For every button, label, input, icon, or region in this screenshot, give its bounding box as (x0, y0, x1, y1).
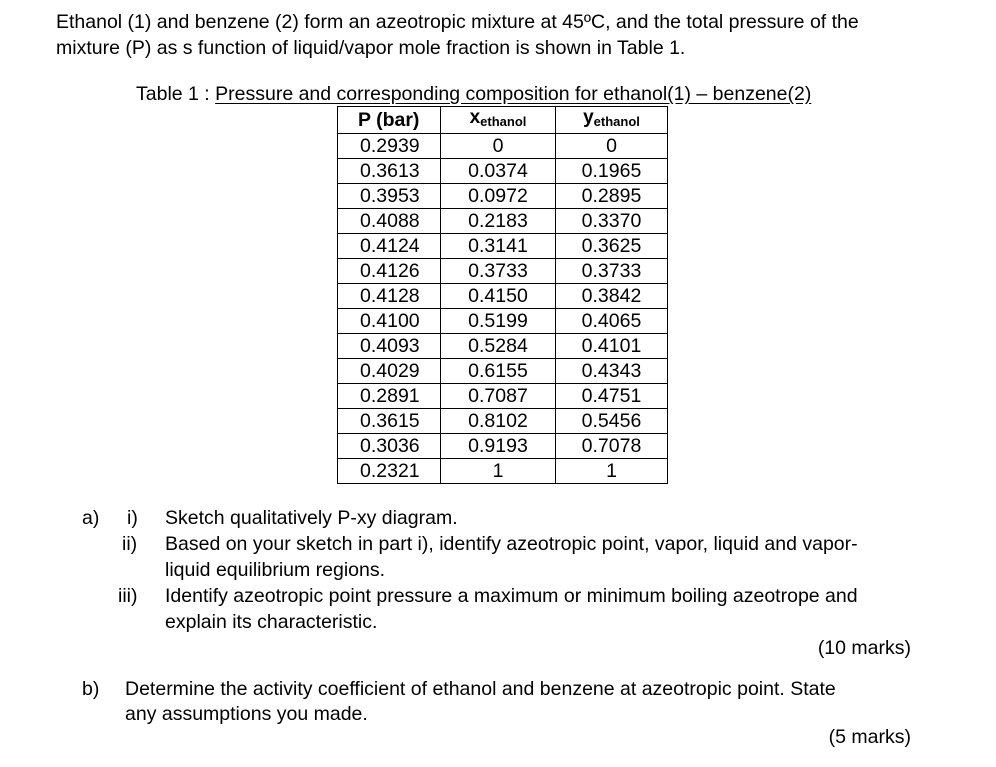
cell-pressure: 0.3615 (338, 409, 441, 434)
cell-pressure: 0.4128 (338, 284, 441, 309)
cell-pressure: 0.4029 (338, 359, 441, 384)
cell-y-ethanol: 0.1965 (556, 159, 668, 184)
cell-y-ethanol: 0.4101 (556, 334, 668, 359)
cell-x-ethanol: 1 (441, 459, 556, 484)
cell-pressure: 0.2939 (338, 134, 441, 159)
question-b-label: b) (82, 678, 100, 700)
table-body (338, 134, 668, 484)
cell-pressure: 0.4100 (338, 309, 441, 334)
cell-x-ethanol: 0.5284 (441, 334, 556, 359)
question-a-label: a) (82, 507, 100, 529)
header-x-ethanol (441, 107, 556, 134)
cell-x-ethanol: 0.0374 (441, 159, 556, 184)
data-table (337, 106, 668, 484)
cell-pressure: 0.2891 (338, 384, 441, 409)
header-x-sub: ethanol (480, 114, 527, 129)
question-a-marks: (10 marks) (817, 637, 911, 659)
cell-y-ethanol: 0.3370 (556, 209, 668, 234)
cell-y-ethanol: 0.4751 (556, 384, 668, 409)
table-row (338, 334, 668, 359)
question-a-ii-line-2: liquid equilibrium regions. (165, 559, 386, 581)
table-row (338, 134, 668, 159)
cell-x-ethanol: 0.6155 (441, 359, 556, 384)
cell-x-ethanol: 0 (441, 134, 556, 159)
table-row (338, 159, 668, 184)
table-row (338, 434, 668, 459)
cell-x-ethanol: 0.3733 (441, 259, 556, 284)
table-row (338, 284, 668, 309)
cell-y-ethanol: 0.4065 (556, 309, 668, 334)
cell-y-ethanol: 0.7078 (556, 434, 668, 459)
question-a-i-label: i) (127, 507, 138, 529)
header-y-ethanol (556, 107, 668, 134)
cell-pressure: 0.3953 (338, 184, 441, 209)
cell-pressure: 0.2321 (338, 459, 441, 484)
cell-y-ethanol: 0.2895 (556, 184, 668, 209)
table-row (338, 259, 668, 284)
cell-pressure: 0.4124 (338, 234, 441, 259)
cell-x-ethanol: 0.5199 (441, 309, 556, 334)
table-row (338, 409, 668, 434)
table-caption-text: Pressure and corresponding composition for ethanol(1) – benzene(2) (215, 83, 812, 105)
question-b-line-1: Determine the activity coefficient of ethanol and benzene at azeotropic point. State (125, 678, 836, 700)
cell-pressure: 0.3613 (338, 159, 441, 184)
cell-x-ethanol: 0.9193 (441, 434, 556, 459)
question-b-marks: (5 marks) (828, 726, 911, 748)
header-x-main: x (469, 107, 481, 128)
cell-y-ethanol: 0.3842 (556, 284, 668, 309)
question-a-ii-label: ii) (122, 533, 138, 555)
cell-pressure: 0.4093 (338, 334, 441, 359)
table-row (338, 459, 668, 484)
cell-y-ethanol: 1 (556, 459, 668, 484)
cell-y-ethanol: 0.3625 (556, 234, 668, 259)
cell-pressure: 0.4088 (338, 209, 441, 234)
table-caption-label: Table 1 : (136, 83, 210, 105)
table-caption (136, 82, 811, 106)
question-a-ii-line-1: Based on your sketch in part i), identify azeotropic point, vapor, liquid and vapor- (165, 533, 858, 555)
cell-pressure: 0.3036 (338, 434, 441, 459)
cell-x-ethanol: 0.4150 (441, 284, 556, 309)
cell-x-ethanol: 0.0972 (441, 184, 556, 209)
intro-paragraph (56, 9, 859, 61)
cell-y-ethanol: 0.4343 (556, 359, 668, 384)
table-row (338, 209, 668, 234)
cell-x-ethanol: 0.3141 (441, 234, 556, 259)
cell-y-ethanol: 0.3733 (556, 259, 668, 284)
cell-y-ethanol: 0.5456 (556, 409, 668, 434)
intro-line-2: mixture (P) as s function of liquid/vapor mole fraction is shown in Table 1. (56, 37, 686, 59)
table-row (338, 359, 668, 384)
cell-y-ethanol: 0 (556, 134, 668, 159)
table-row (338, 234, 668, 259)
cell-x-ethanol: 0.8102 (441, 409, 556, 434)
table-row (338, 309, 668, 334)
cell-x-ethanol: 0.7087 (441, 384, 556, 409)
question-a-iii-line-2: explain its characteristic. (165, 611, 378, 633)
table-header-row (338, 107, 668, 134)
table-row (338, 184, 668, 209)
question-a-i-text: Sketch qualitatively P-xy diagram. (165, 507, 458, 529)
question-a-iii-label: iii) (118, 585, 138, 607)
table-row (338, 384, 668, 409)
cell-pressure: 0.4126 (338, 259, 441, 284)
header-y-main: y (583, 107, 594, 128)
cell-x-ethanol: 0.2183 (441, 209, 556, 234)
question-a-iii-line-1: Identify azeotropic point pressure a maximum or minimum boiling azeotrope and (165, 585, 858, 607)
header-pressure: P (bar) (338, 107, 441, 134)
intro-line-1: Ethanol (1) and benzene (2) form an azeotropic mixture at 45ºC, and the total pressure of the (56, 11, 859, 33)
header-y-sub: ethanol (593, 114, 640, 129)
question-b-line-2: any assumptions you made. (125, 703, 368, 725)
